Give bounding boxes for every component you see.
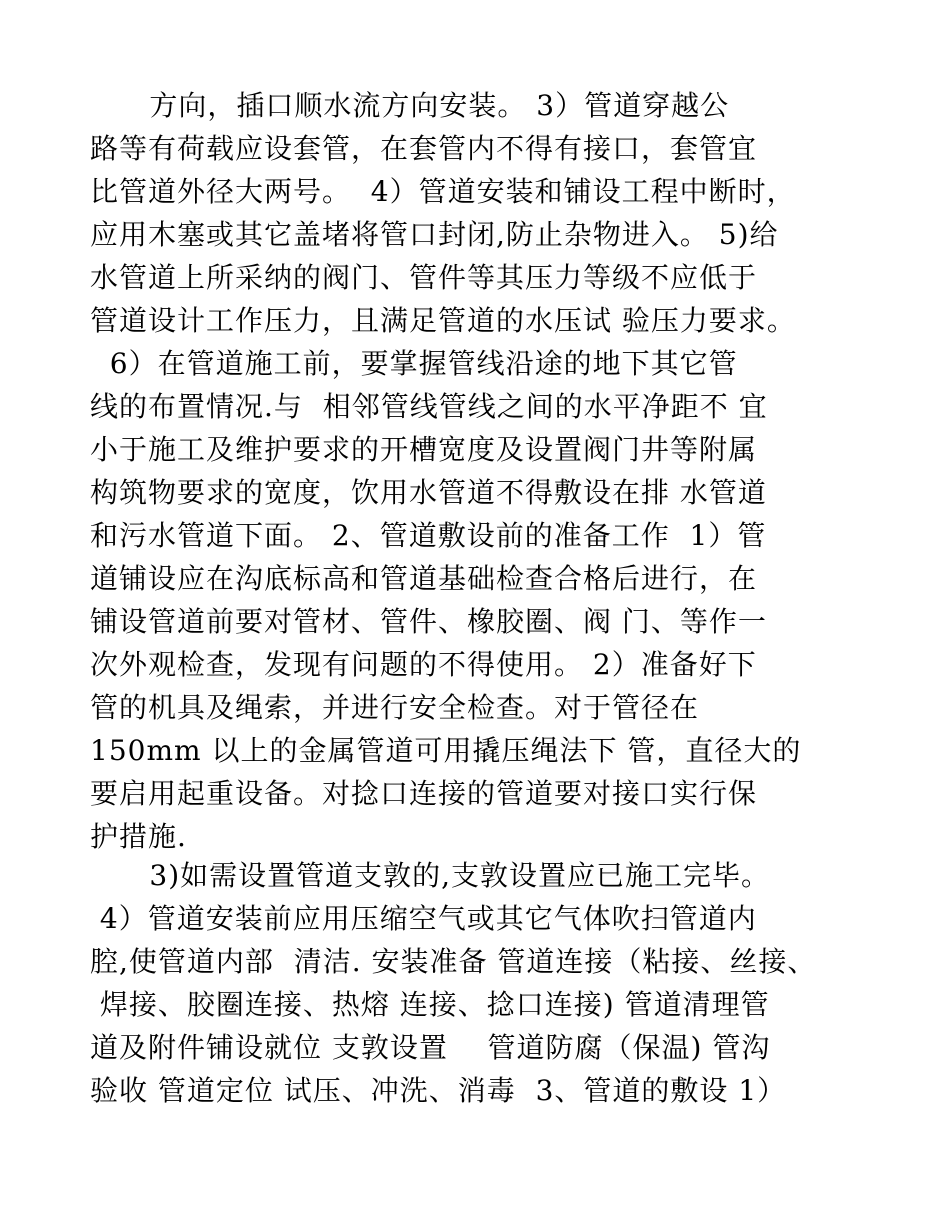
text-line: 线的布置情况.与 相邻管线管线之间的水平净距不 宜 (90, 390, 768, 423)
paragraph-2 (90, 854, 890, 1112)
text-line: 腔,使管道内部 清洁. 安装准备 管道连接（粘接、丝接、 (90, 945, 817, 978)
text-line: 方向，插口顺水流方向安装。 3）管道穿越公 (90, 89, 730, 122)
text-line: 道铺设应在沟底标高和管道基础检查合格后进行，在 (90, 562, 758, 595)
text-line: 3)如需设置管道支敦的,支敦设置应已施工完毕。 (90, 859, 771, 892)
text-line: 小于施工及维护要求的开槽宽度及设置阀门井等附属 (90, 433, 758, 466)
text-line: 150mm 以上的金属管道可用撬压绳法下 管，直径大的 (90, 734, 802, 767)
text-line: 和污水管道下面。 2、管道敷设前的准备工作 1）管 (90, 519, 767, 552)
text-line: 路等有荷载应设套管，在套管内不得有接口，套管宜 (90, 132, 758, 165)
text-line: 4）管道安装前应用压缩空气或其它气体吹扫管道内 (90, 902, 757, 935)
text-line: 焊接、胶圈连接、热熔 连接、捻口连接) 管道清理管 (90, 988, 770, 1021)
text-line: 道及附件铺设就位 支敦设置 管道防腐（保温) 管沟 (90, 1031, 771, 1064)
text-line: 铺设管道前要对管材、管件、橡胶圈、阀 门、等作一 (90, 605, 767, 638)
text-line: 验收 管道定位 试压、冲洗、消毒 3、管道的敷设 1） (90, 1074, 787, 1107)
text-line: 水管道上所采纳的阀门、管件等其压力等级不应低于 (90, 261, 758, 294)
paragraph-1 (90, 84, 890, 858)
text-line: 护措施. (90, 820, 187, 853)
text-line: 比管道外径大两号。 4）管道安装和铺设工程中断时， (90, 175, 796, 208)
text-line: 6）在管道施工前，要掌握管线沿途的地下其它管 (90, 347, 738, 380)
text-line: 管道设计工作压力，且满足管道的水压试 验压力要求。 (90, 304, 796, 337)
text-line: 管的机具及绳索，并进行安全检查。对于管径在 (90, 691, 700, 724)
text-line: 次外观检查，发现有问题的不得使用。 2）准备好下 (90, 648, 757, 681)
text-line: 应用木塞或其它盖堵将管口封闭,防止杂物进入。 5)给 (90, 218, 779, 251)
text-line: 要启用起重设备。对捻口连接的管道要对接口实行保 (90, 777, 758, 810)
text-line: 构筑物要求的宽度，饮用水管道不得敷设在排 水管道 (90, 476, 767, 509)
